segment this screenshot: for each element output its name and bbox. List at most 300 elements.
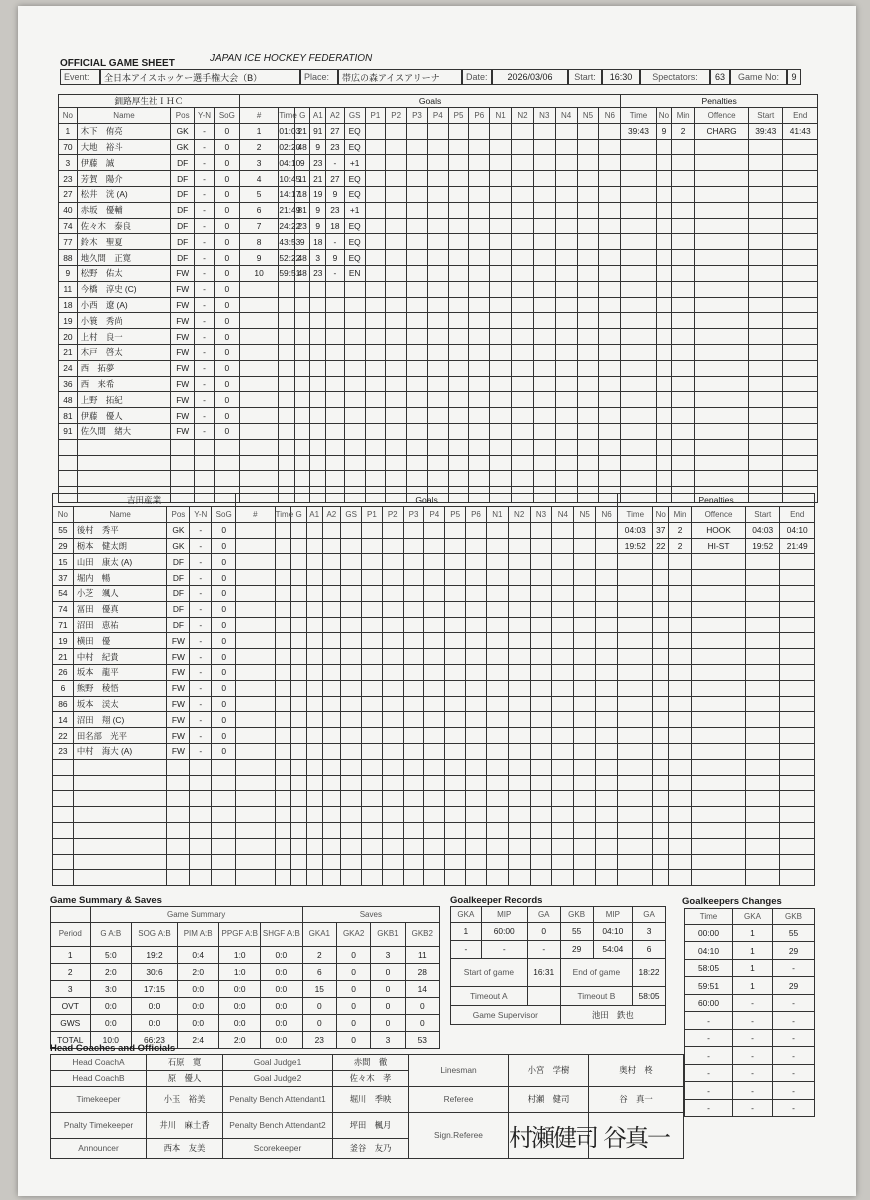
penalty-no bbox=[656, 218, 672, 234]
player-sog: 0 bbox=[214, 234, 239, 250]
goal-player-cell bbox=[365, 202, 386, 218]
goal-player-cell bbox=[427, 202, 448, 218]
player-row bbox=[53, 554, 815, 570]
gk-records-table bbox=[450, 906, 666, 1025]
goal-player-cell bbox=[448, 471, 469, 487]
goal-time bbox=[275, 728, 291, 744]
goal-player-cell bbox=[362, 570, 383, 586]
goal-player-cell bbox=[469, 218, 490, 234]
goal-player-cell bbox=[466, 712, 487, 728]
gkc-cell: 55 bbox=[773, 924, 815, 942]
goal-player-cell bbox=[533, 344, 555, 360]
gkc-col: GKB bbox=[773, 909, 815, 925]
sheet-title: OFFICIAL GAME SHEET bbox=[60, 58, 175, 69]
player-name: 坂本 龍平 bbox=[73, 664, 167, 680]
goal-a2 bbox=[322, 680, 341, 696]
player-yn: - bbox=[190, 633, 212, 649]
goal-player-cell bbox=[490, 392, 512, 408]
player-no: 40 bbox=[59, 202, 78, 218]
goal-player-cell bbox=[599, 171, 621, 187]
player-yn: - bbox=[195, 329, 215, 345]
goal-player-cell bbox=[407, 392, 428, 408]
goal-a2 bbox=[322, 696, 341, 712]
goal-player-cell bbox=[407, 139, 428, 155]
player-name: 伊藤 優人 bbox=[77, 408, 171, 424]
game-no-value: 9 bbox=[787, 69, 801, 85]
goal-player-cell bbox=[490, 471, 512, 487]
penalty-time bbox=[618, 743, 653, 759]
player-no: 18 bbox=[59, 297, 78, 313]
goal-col-header: P6 bbox=[466, 507, 487, 523]
goal-player-cell bbox=[508, 696, 530, 712]
goal-time bbox=[275, 601, 291, 617]
goal-player-cell bbox=[486, 791, 508, 807]
penalty-time bbox=[621, 471, 656, 487]
goal-player-cell bbox=[386, 297, 407, 313]
penalty-no bbox=[653, 870, 669, 886]
gk-cell: 54:04 bbox=[593, 940, 632, 958]
player-name: 堀内 暢 bbox=[73, 570, 167, 586]
penalty-no bbox=[656, 139, 672, 155]
player-pos: DF bbox=[167, 617, 190, 633]
gk-changes-table bbox=[684, 908, 815, 1117]
goal-player-cell bbox=[552, 522, 574, 538]
penalty-time bbox=[621, 344, 656, 360]
goal-time: 59:51 bbox=[279, 265, 295, 281]
penalty-time bbox=[621, 281, 656, 297]
penalty-no bbox=[656, 202, 672, 218]
penalty-no bbox=[656, 329, 672, 345]
gk-start-row bbox=[451, 958, 666, 986]
summary-cell: TOTAL bbox=[51, 1031, 91, 1048]
penalty-end bbox=[780, 664, 815, 680]
goal-player-cell bbox=[427, 186, 448, 202]
goal-player-cell bbox=[365, 139, 386, 155]
penalty-start bbox=[746, 822, 780, 838]
goal-time: 01:03 bbox=[279, 123, 295, 139]
goal-n: 2 bbox=[239, 139, 278, 155]
summary-cell: 0:0 bbox=[219, 997, 261, 1014]
penalty-min bbox=[669, 759, 692, 775]
goal-player-cell bbox=[552, 712, 574, 728]
penalty-no bbox=[656, 265, 672, 281]
goal-player-cell bbox=[424, 664, 445, 680]
goal-player-cell bbox=[469, 455, 490, 471]
goals-header: Goals bbox=[236, 494, 618, 507]
player-sog bbox=[214, 471, 239, 487]
goal-player-cell bbox=[577, 155, 599, 171]
goal-n: 7 bbox=[239, 218, 278, 234]
start-of-game: 16:31 bbox=[527, 958, 560, 986]
goal-player-cell bbox=[508, 870, 530, 886]
goal-player-cell bbox=[362, 585, 383, 601]
goal-player-cell bbox=[552, 585, 574, 601]
goal-player-cell bbox=[577, 139, 599, 155]
goal-player-cell bbox=[552, 570, 574, 586]
goal-player-cell bbox=[508, 617, 530, 633]
goal-g bbox=[294, 360, 310, 376]
goal-player-cell bbox=[508, 554, 530, 570]
goal-player-cell bbox=[533, 202, 555, 218]
goal-g: 21 bbox=[294, 123, 310, 139]
penalty-min bbox=[669, 601, 692, 617]
goal-time bbox=[275, 838, 291, 854]
goal-a2: 9 bbox=[326, 250, 345, 266]
gkc-col: GKA bbox=[733, 909, 773, 925]
summary-cell: 3 bbox=[51, 980, 91, 997]
penalty-time bbox=[621, 155, 656, 171]
goal-player-cell bbox=[466, 791, 487, 807]
goal-player-cell bbox=[599, 202, 621, 218]
goal-player-cell bbox=[403, 870, 424, 886]
goal-player-cell bbox=[386, 360, 407, 376]
goal-player-cell bbox=[448, 123, 469, 139]
goal-player-cell bbox=[445, 696, 466, 712]
col-sog: SoG bbox=[214, 108, 239, 124]
goal-player-cell bbox=[386, 234, 407, 250]
goal-n bbox=[239, 408, 278, 424]
signature-2: 谷真一 bbox=[603, 1123, 669, 1152]
goal-player-cell bbox=[599, 329, 621, 345]
penalty-start bbox=[749, 455, 783, 471]
goal-n bbox=[236, 633, 276, 649]
player-sog: 0 bbox=[214, 202, 239, 218]
penalty-off bbox=[691, 554, 745, 570]
goal-player-cell bbox=[508, 822, 530, 838]
player-name: 冨田 優真 bbox=[73, 601, 167, 617]
penalty-no bbox=[653, 854, 669, 870]
goal-gs bbox=[341, 775, 362, 791]
penalty-end bbox=[780, 854, 815, 870]
penalty-start bbox=[746, 870, 780, 886]
goal-gs: +1 bbox=[344, 202, 365, 218]
penalty-off bbox=[695, 281, 749, 297]
goal-player-cell bbox=[530, 870, 552, 886]
gkc-cell: - bbox=[733, 1064, 773, 1082]
penalty-off bbox=[691, 822, 745, 838]
goal-player-cell bbox=[466, 649, 487, 665]
player-sog: 0 bbox=[214, 423, 239, 439]
start-of-game-label: Start of game bbox=[451, 958, 528, 986]
goal-n: 1 bbox=[239, 123, 278, 139]
place-value: 帯広の森アイスアリーナ bbox=[338, 69, 462, 85]
goal-col-header: P1 bbox=[362, 507, 383, 523]
player-name bbox=[73, 822, 167, 838]
goal-player-cell bbox=[508, 522, 530, 538]
penalty-no: 22 bbox=[653, 538, 669, 554]
goal-player-cell bbox=[469, 313, 490, 329]
summary-cell: GWS bbox=[51, 1014, 91, 1031]
gkc-cell: - bbox=[773, 1012, 815, 1030]
goal-a1 bbox=[310, 471, 326, 487]
penalty-time bbox=[621, 234, 656, 250]
penalty-min bbox=[672, 186, 695, 202]
goal-player-cell bbox=[596, 791, 618, 807]
goal-gs bbox=[344, 360, 365, 376]
goal-player-cell bbox=[362, 743, 383, 759]
player-yn: - bbox=[190, 743, 212, 759]
penalty-off bbox=[691, 807, 745, 823]
penalty-start bbox=[749, 376, 783, 392]
player-no: 23 bbox=[59, 171, 78, 187]
goal-player-cell bbox=[403, 822, 424, 838]
pba1-label: Penalty Bench Attendant1 bbox=[223, 1086, 333, 1112]
goal-gs bbox=[341, 728, 362, 744]
penalty-end bbox=[780, 870, 815, 886]
goal-player-cell bbox=[574, 601, 596, 617]
goal-a1 bbox=[306, 743, 322, 759]
penalty-min bbox=[669, 664, 692, 680]
summary-title-row bbox=[51, 907, 440, 923]
goal-time bbox=[279, 471, 295, 487]
player-no: 74 bbox=[53, 601, 74, 617]
goal-col-header: N3 bbox=[533, 108, 555, 124]
goal-a1 bbox=[306, 585, 322, 601]
player-pos: DF bbox=[167, 601, 190, 617]
summary-cell: 0:0 bbox=[261, 980, 303, 997]
penalty-no bbox=[653, 664, 669, 680]
goal-player-cell bbox=[552, 554, 574, 570]
goal-player-cell bbox=[382, 680, 403, 696]
goal-player-cell bbox=[427, 439, 448, 455]
penalty-min bbox=[669, 649, 692, 665]
goal-g bbox=[291, 712, 307, 728]
goal-player-cell bbox=[469, 392, 490, 408]
gk-cell: 29 bbox=[560, 940, 593, 958]
goal-g bbox=[294, 392, 310, 408]
goal-player-cell bbox=[424, 554, 445, 570]
player-row bbox=[59, 423, 818, 439]
penalty-off bbox=[695, 329, 749, 345]
goal-time bbox=[275, 807, 291, 823]
goal-n bbox=[236, 791, 276, 807]
goal-player-cell bbox=[486, 664, 508, 680]
player-name: 芳賀 陽介 bbox=[77, 171, 171, 187]
player-no: 19 bbox=[53, 633, 74, 649]
penalty-min bbox=[669, 585, 692, 601]
goal-player-cell bbox=[407, 202, 428, 218]
goal-g bbox=[291, 743, 307, 759]
penalty-end bbox=[780, 728, 815, 744]
summary-cell: 15 bbox=[302, 980, 336, 997]
goal-gs bbox=[344, 471, 365, 487]
goal-n bbox=[236, 838, 276, 854]
goal-player-cell bbox=[596, 538, 618, 554]
player-pos: FW bbox=[171, 344, 195, 360]
player-sog: 0 bbox=[214, 171, 239, 187]
summary-col: SOG A:B bbox=[132, 922, 178, 946]
goal-gs: EQ bbox=[344, 250, 365, 266]
goal-player-cell bbox=[448, 250, 469, 266]
goal-g bbox=[291, 522, 307, 538]
player-row bbox=[59, 297, 818, 313]
goal-a1 bbox=[306, 664, 322, 680]
goal-a2: 18 bbox=[326, 218, 345, 234]
player-pos bbox=[171, 439, 195, 455]
penalty-col-header: End bbox=[780, 507, 815, 523]
team-a-table bbox=[58, 94, 818, 503]
goal-n: 8 bbox=[239, 234, 278, 250]
goal-col-header: A1 bbox=[310, 108, 326, 124]
goal-time: 21:49 bbox=[279, 202, 295, 218]
goal-g bbox=[291, 728, 307, 744]
goal-player-cell bbox=[362, 728, 383, 744]
goal-player-cell bbox=[362, 680, 383, 696]
goal-player-cell bbox=[448, 297, 469, 313]
goal-player-cell bbox=[555, 234, 577, 250]
goal-player-cell bbox=[445, 743, 466, 759]
goal-n bbox=[236, 664, 276, 680]
goal-g bbox=[291, 664, 307, 680]
summary-col: GKB1 bbox=[371, 922, 405, 946]
goal-a1 bbox=[306, 522, 322, 538]
goal-n bbox=[239, 392, 278, 408]
player-pos: FW bbox=[167, 649, 190, 665]
goal-player-cell bbox=[533, 265, 555, 281]
goal-player-cell bbox=[403, 680, 424, 696]
goal-player-cell bbox=[490, 376, 512, 392]
player-sog: 0 bbox=[214, 281, 239, 297]
player-name: 山田 康太 (A) bbox=[73, 554, 167, 570]
penalty-end bbox=[783, 139, 818, 155]
goal-time bbox=[279, 297, 295, 313]
goal-a2 bbox=[326, 297, 345, 313]
goal-n bbox=[236, 743, 276, 759]
penalty-end bbox=[783, 218, 818, 234]
goal-player-cell bbox=[574, 791, 596, 807]
penalty-end bbox=[780, 633, 815, 649]
penalty-min bbox=[672, 392, 695, 408]
goal-player-cell bbox=[407, 455, 428, 471]
player-sog: 0 bbox=[212, 743, 236, 759]
player-yn: - bbox=[195, 250, 215, 266]
goal-player-cell bbox=[427, 392, 448, 408]
player-name: 田名部 光平 bbox=[73, 728, 167, 744]
player-pos bbox=[167, 822, 190, 838]
penalty-end: 41:43 bbox=[783, 123, 818, 139]
goal-g bbox=[291, 601, 307, 617]
goal-time: 14:17 bbox=[279, 186, 295, 202]
goal-player-cell bbox=[448, 218, 469, 234]
goal-col-header: P5 bbox=[445, 507, 466, 523]
player-yn: - bbox=[195, 265, 215, 281]
penalty-time bbox=[621, 202, 656, 218]
goal-a1 bbox=[310, 297, 326, 313]
goal-n bbox=[236, 728, 276, 744]
player-sog: 0 bbox=[212, 601, 236, 617]
goal-player-cell bbox=[469, 155, 490, 171]
player-pos: DF bbox=[171, 202, 195, 218]
player-pos: DF bbox=[171, 250, 195, 266]
goal-a2: - bbox=[326, 155, 345, 171]
goal-player-cell bbox=[577, 360, 599, 376]
goal-player-cell bbox=[469, 171, 490, 187]
penalty-start bbox=[746, 759, 780, 775]
goal-player-cell bbox=[424, 601, 445, 617]
goal-a2 bbox=[326, 344, 345, 360]
player-pos: FW bbox=[171, 281, 195, 297]
goal-player-cell bbox=[382, 743, 403, 759]
penalty-off bbox=[691, 870, 745, 886]
goal-gs bbox=[344, 455, 365, 471]
goal-player-cell bbox=[577, 123, 599, 139]
goal-a1 bbox=[306, 554, 322, 570]
goal-player-cell bbox=[596, 696, 618, 712]
goal-player-cell bbox=[599, 392, 621, 408]
goal-time: 24:22 bbox=[279, 218, 295, 234]
goal-g bbox=[294, 313, 310, 329]
goal-player-cell bbox=[427, 218, 448, 234]
goal-player-cell bbox=[552, 538, 574, 554]
penalty-min bbox=[669, 775, 692, 791]
goal-a2 bbox=[322, 601, 341, 617]
goal-judge2: 佐々木 孝 bbox=[333, 1070, 409, 1086]
penalty-time bbox=[618, 601, 653, 617]
col-pos: Pos bbox=[171, 108, 195, 124]
player-no bbox=[53, 854, 74, 870]
goal-player-cell bbox=[382, 696, 403, 712]
penalty-no bbox=[656, 376, 672, 392]
penalty-min bbox=[669, 728, 692, 744]
goal-player-cell bbox=[445, 649, 466, 665]
goal-player-cell bbox=[424, 696, 445, 712]
spectators-label: Spectators: bbox=[640, 69, 710, 85]
goal-player-cell bbox=[448, 139, 469, 155]
goal-n: 3 bbox=[239, 155, 278, 171]
goal-player-cell bbox=[530, 838, 552, 854]
goal-player-cell bbox=[599, 471, 621, 487]
goal-player-cell bbox=[596, 743, 618, 759]
goal-g bbox=[291, 838, 307, 854]
player-row bbox=[53, 759, 815, 775]
player-no: 55 bbox=[53, 522, 74, 538]
goal-col-header: N6 bbox=[596, 507, 618, 523]
goal-player-cell bbox=[596, 522, 618, 538]
goal-g bbox=[294, 344, 310, 360]
goal-gs: EQ bbox=[344, 139, 365, 155]
goal-player-cell bbox=[424, 522, 445, 538]
goal-player-cell bbox=[445, 680, 466, 696]
summary-col: PPGF A:B bbox=[219, 922, 261, 946]
player-yn: - bbox=[190, 554, 212, 570]
penalty-end bbox=[783, 202, 818, 218]
goal-a2: 23 bbox=[326, 202, 345, 218]
goal-player-cell bbox=[448, 265, 469, 281]
goal-player-cell bbox=[555, 123, 577, 139]
goal-gs bbox=[341, 854, 362, 870]
head-coach-b: 原 優人 bbox=[147, 1070, 223, 1086]
goal-g bbox=[294, 455, 310, 471]
player-name: 小芝 颯人 bbox=[73, 585, 167, 601]
penalty-min bbox=[672, 218, 695, 234]
player-name bbox=[73, 854, 167, 870]
goal-n bbox=[239, 471, 278, 487]
goal-player-cell bbox=[466, 538, 487, 554]
goal-a1 bbox=[306, 570, 322, 586]
player-yn: - bbox=[190, 664, 212, 680]
goal-a2 bbox=[326, 423, 345, 439]
player-name: 松野 佑太 bbox=[77, 265, 171, 281]
player-yn: - bbox=[195, 376, 215, 392]
penalty-start bbox=[749, 218, 783, 234]
goal-a1 bbox=[310, 392, 326, 408]
goal-player-cell bbox=[469, 408, 490, 424]
player-sog: 0 bbox=[214, 186, 239, 202]
summary-col: PIM A:B bbox=[177, 922, 219, 946]
player-sog: 0 bbox=[212, 680, 236, 696]
player-name: 大地 裕斗 bbox=[77, 139, 171, 155]
goal-player-cell bbox=[407, 408, 428, 424]
